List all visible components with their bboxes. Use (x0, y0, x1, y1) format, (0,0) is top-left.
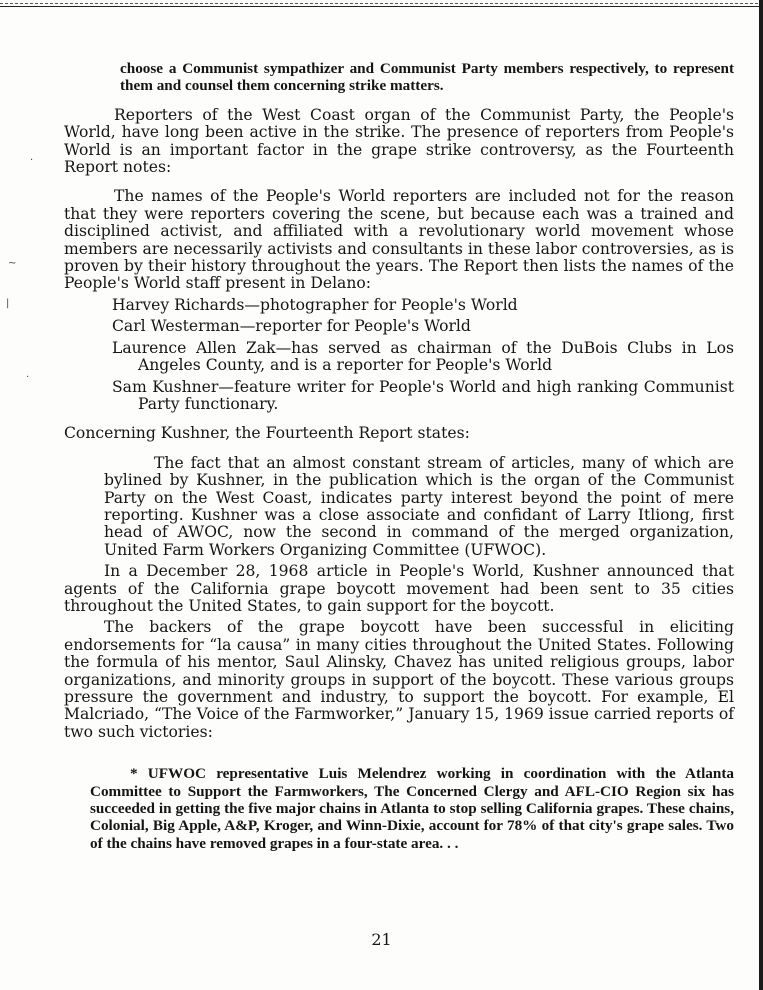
block-quote: * UFWOC representative Luis Melendrez working in coordination with the Atlanta Committee to Support the Farmworkers, The Concerned Clergy and AFL-CIO Region six has succeeded in getting the five major chains in Atlanta to stop selling California grapes. These chains, Colonial, Big Apple, A&P, Kroger, and Winn-Dixie, account for 78% of that city's grape sales. Two of the chains have removed grapes in a four-state area. . . (90, 765, 734, 852)
bullet-quote (64, 765, 734, 852)
top-border (0, 0, 763, 7)
margin-mark: · (26, 372, 30, 383)
scan-edge (759, 0, 763, 990)
margin-mark: · (30, 155, 34, 166)
list-item: Laurence Allen Zak—has served as chairman of the DuBois Clubs in Los Angeles County, and is a reporter for People's World (112, 338, 734, 375)
margin-mark: | (6, 298, 10, 309)
list-item: Sam Kushner—feature writer for People's World and high ranking Communist Party functionary. (112, 377, 734, 413)
paragraph: The backers of the grape boycott have been successful in eliciting endorsements for “la causa” in many cities throughout the United States. Following the formula of his mentor, Saul Alinsky, Chavez has united religious groups, labor organizations, and minority groups in support of the boycott. These various groups pressure the government and industry, to support the boycott. For example, El Malcriado, “The Voice of the Farmworker,” January 15, 1969 issue carried reports of two such victories: (64, 618, 734, 741)
list-item: Carl Westerman—reporter for People's World (112, 317, 471, 336)
margin-mark: ~ (8, 258, 17, 269)
page-number: 21 (371, 930, 392, 949)
names-list (64, 297, 734, 413)
paragraph: Reporters of the West Coast organ of the Communist Party, the People's World, have long been active in the strike. The presence of reporters from People's World is an important factor in the grape strike controversy, as the Fourteenth Report notes: (64, 105, 734, 177)
top-quote: choose a Communist sympathizer and Communist Party members respectively, to represent them and counsel them concerning strike matters. (120, 60, 734, 95)
block-quote: The fact that an almost constant stream of articles, many of which are bylined by Kushner, in the publication which is the organ of the Communist Party on the West Coast, indicates party interest beyond the point of mere reporting. Kushner was a close associate and confidant of Larry Itliong, first head of AWOC, now the second in command of the merged organization, United Farm Workers Organizing Committee (UFWOC). (104, 453, 734, 559)
paragraph: Concerning Kushner, the Fourteenth Report states: (64, 424, 470, 443)
paragraph: In a December 28, 1968 article in People's World, Kushner announced that agents of the California grape boycott movement had been sent to 35 cities throughout the United States, to gain support for the boycott. (64, 562, 734, 615)
body-text (64, 60, 734, 852)
block-quote: The names of the People's World reporters are included not for the reason that they were reporters covering the scene, but because each was a trained and disciplined activist, and affiliated with a revolutionary world movement whose members are necessarily activists and consultants in these labor controversies, as is proven by their history throughout the years. The Report then lists the names of the People's World staff present in Delano: (64, 187, 734, 293)
list-item: Harvey Richards—photographer for People's World (112, 295, 518, 314)
